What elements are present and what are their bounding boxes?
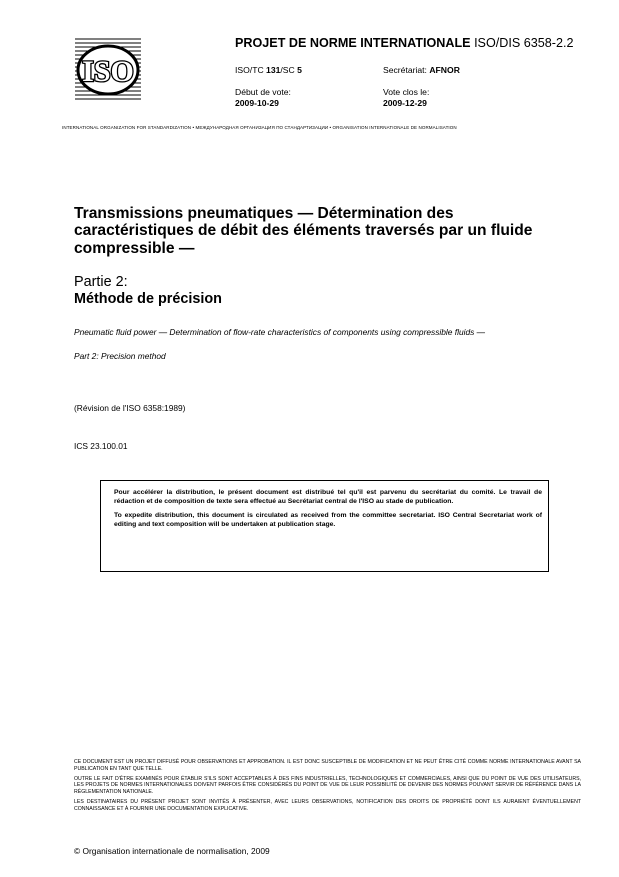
footer-paragraph-1: CE DOCUMENT EST UN PROJET DIFFUSÉ POUR OBSERVATIONS ET APPROBATION. IL EST DONC SUSCEPTIBLE DE MODIFICATION ET NE PEUT ÊTRE CITÉ COMME NORME INTERNATIONALE AVANT SA PUBLICATION EN TANT QUE TELLE. (74, 759, 581, 772)
iso-logo-graphic (75, 38, 141, 102)
vote-start (235, 87, 291, 108)
copyright-notice: © Organisation internationale de normalisation, 2009 (74, 846, 270, 856)
vote-end-label: Vote clos le: (383, 87, 430, 97)
footer-paragraph-3: LES DESTINATAIRES DU PRÉSENT PROJET SONT INVITÉS À PRÉSENTER, AVEC LEURS OBSERVATIONS, NOTIFICATION DES DROITS DE PROPRIÉTÉ DONT ILS AURAIENT ÉVENTUELLEMENT CONNAISSANCE ET À FOURNIR UNE DOCUMENTATION EXPLICATIVE. (74, 798, 581, 812)
iso-logo-text: ISO (82, 55, 134, 88)
sc-prefix: /SC (280, 65, 295, 75)
vote-end (383, 87, 429, 108)
document-header-title (235, 36, 573, 50)
tc-prefix: ISO/TC (235, 65, 264, 75)
ics-code: ICS 23.100.01 (74, 441, 128, 451)
tc-number: 131 (266, 65, 281, 75)
notice-english: To expedite distribution, this document is circulated as received from the committee secretariat. ISO Central Secretariat work of editing and text composition will be undertaken at publication stage. (114, 512, 542, 529)
document-title: Transmissions pneumatiques — Détermination des caractéristiques de débit des éléments traversés par un fluide compressible — (74, 205, 533, 257)
revision-note: (Révision de l'ISO 6358:1989) (74, 403, 186, 413)
secretariat-value: AFNOR (429, 65, 460, 75)
committee-reference (235, 65, 302, 76)
iso-logo (75, 38, 141, 102)
organization-line: INTERNATIONAL ORGANIZATION FOR STANDARDIZATION • МЕЖДУНАРОДНАЯ ОРГАНИЗАЦИЯ ПО СТАНДАРТИЗАЦИИ • ORGANISATION INTERNATIONALE DE NORMALISATION (62, 125, 457, 130)
distribution-notice-box (100, 480, 549, 572)
notice-french: Pour accélérer la distribution, le présent document est distribué tel qu'il est parvenu du secrétariat du comité. Le travail de rédaction et de composition de texte sera effectué au Secrétariat central de l'ISO au stade de publication. (114, 489, 542, 505)
vote-end-date: 2009-12-29 (383, 97, 427, 108)
footer-paragraph-2: OUTRE LE FAIT D'ÊTRE EXAMINÉS POUR ÉTABLIR S'ILS SONT ACCEPTABLES À DES FINS INDUSTRIELLES, TECHNOLOGIQUES ET COMMERCIALES, AINSI QUE DU POINT DE VUE DES UTILISATEURS, LES PROJETS DE NORMES INTERNATIONALES DOIVENT PARFOIS ÊTRE CONSIDÉRÉS DU POINT DE VUE DE LEUR POSSIBILITÉ DE DEVENIR DES NORMES POUVANT SERVIR DE RÉFÉRENCE DANS LA RÉGLEMENTATION NATIONALE. (74, 775, 581, 796)
draft-standard-label: PROJET DE NORME INTERNATIONALE (235, 36, 471, 50)
english-title: Pneumatic fluid power — Determination of flow-rate characteristics of components using compressible fluids — (74, 327, 486, 337)
document-reference: ISO/DIS 6358-2.2 (474, 36, 574, 50)
secretariat (383, 65, 460, 76)
secretariat-label: Secrétariat: (383, 65, 427, 75)
english-part-title: Part 2: Precision method (74, 351, 166, 361)
part-title: Méthode de précision (74, 291, 222, 307)
part-label: Partie 2: (74, 274, 128, 290)
vote-start-label: Début de vote: (235, 87, 291, 97)
sc-number: 5 (297, 65, 302, 75)
footer-disclaimer (74, 759, 581, 816)
vote-start-date: 2009-10-29 (235, 97, 279, 108)
